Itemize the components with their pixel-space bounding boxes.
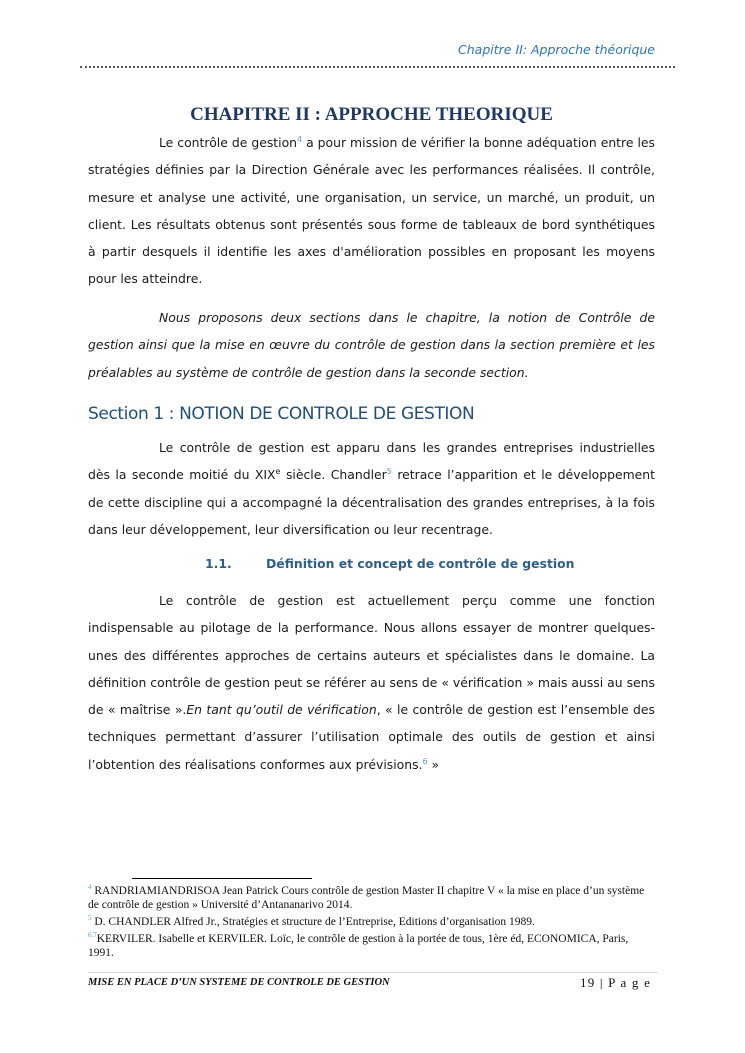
footnote-6-7: $^{6.7}$KERVILER. Isabelle et KERVILER. Loïc, le contrôle de gestion à la portée de tous, 1ère éd, ECONOMICA, Paris, 1991. [88,931,629,959]
section-heading: Section 1 : NOTION DE CONTROLE DE GESTION [88,404,475,424]
footer-divider [88,972,658,973]
subsection-title: Définition et concept de contrôle de gestion [266,556,575,571]
footnotes [88,884,655,963]
intro-paragraph-1: Le contrôle de gestion$^4$ a pour mission de vérifier la bonne adéquation entre les stratégies définies par la Direction Générale avec les performances réalisées. Il contrôle, mesure et analyse une activité, une organisation, un service, un marché, un produit, un client. Les résultats obtenus sont présentés sous forme de tableaux de bord synthétiques à partir desquels il identifie les axes d'amélioration possibles en proposant les moyens pour les atteindre. [88,134,655,287]
footnote-ref-6[interactable]: 6 [422,756,428,766]
header-divider [80,66,675,68]
subsection-paragraph: Le contrôle de gestion est actuellement perçu comme une fonction indispensable au pilotage de la performance. Nous allons essayer de montrer quelques-unes des différentes approches de certains auteurs et spécialistes dans le domaine. La définition contrôle de gestion peut se référer au sens de « vérification » mais aussi au sens de « maîtrise ».En tant qu’outil de vérification, « le contrôle de gestion est l’ensemble des techniques permettant d’assurer l’utilisation optimale des outils de gestion et ainsi l’obtention des réalisations conformes aux prévisions.$^6$ » [88,593,655,772]
running-header: Chapitre II: Approche théorique [458,42,655,57]
footnote-5: $^5$ D. CHANDLER Alfred Jr., Stratégies et structure de l’Entreprise, Editions d’organisation 1989. [88,914,535,928]
footnote-ref-5[interactable]: 5 [386,467,392,477]
footnote-separator [132,878,312,879]
subsection-heading [205,556,574,571]
subsection-number: 1.1. [205,556,232,571]
footnote-ref-4[interactable]: 4 [297,134,303,144]
page-number: 19 | P a g e [580,975,652,990]
section1-paragraph: Le contrôle de gestion est apparu dans les grandes entreprises industrielles dès la seconde moitié du XIXe siècle. Chandler$^5$ retrace l’apparition et le développement de cette discipline qui a accompagné la décentralisation des grandes entreprises, à la fois dans leur développement, leur diversification ou leur recentrage. [88,440,655,537]
footnote-4: $^4$ RANDRIAMIANDRISOA Jean Patrick Cours contrôle de gestion Master II chapitre V « la mise en place d’un système de contrôle de gestion » Université d’Antananarivo 2014. [88,883,645,911]
footer-document-title: MISE EN PLACE D’UN SYSTEME DE CONTROLE DE GESTION [88,977,390,988]
intro-paragraph-2: Nous proposons deux sections dans le chapitre, la notion de Contrôle de gestion ainsi que la mise en œuvre du contrôle de gestion dans la section première et les préalables au système de contrôle de gestion dans la seconde section. [88,310,655,380]
chapter-title: CHAPITRE II : APPROCHE THEORIQUE [190,104,553,125]
